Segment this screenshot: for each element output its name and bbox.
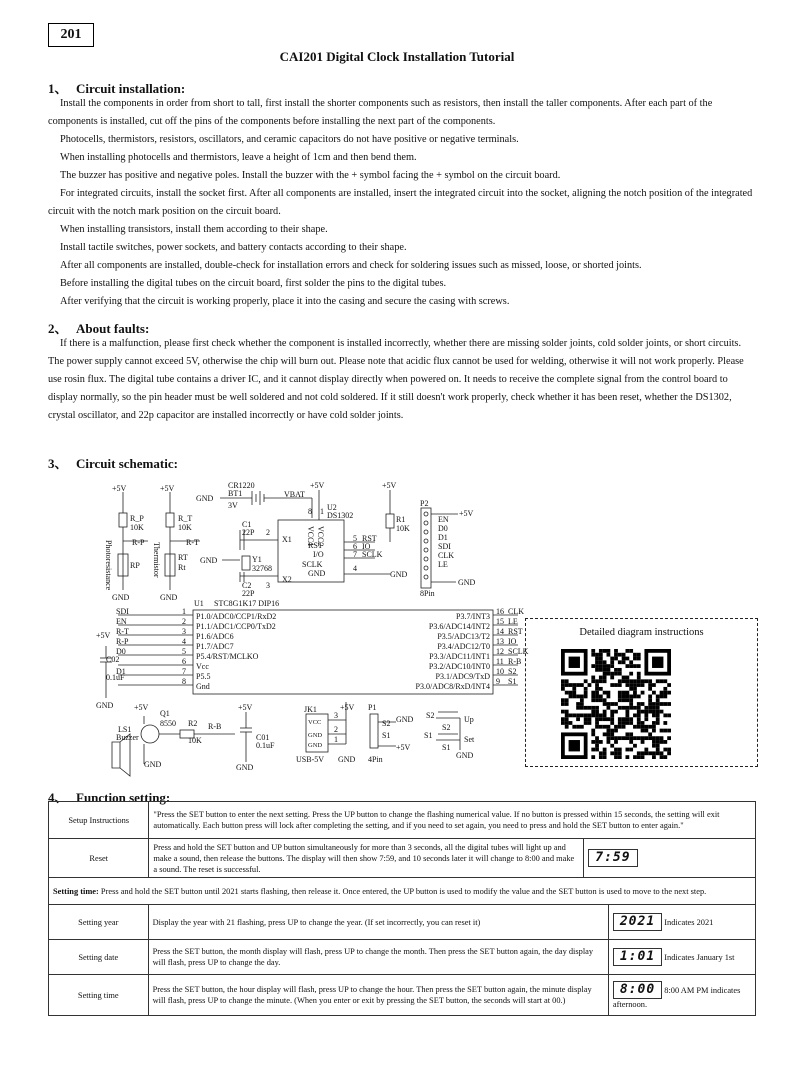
sch-q1: Q1: [160, 709, 170, 718]
u1-left-pin-nums: [182, 607, 186, 686]
sch-jk-gnd-2: GND: [308, 742, 323, 749]
sch-vcc2: VCC2: [316, 526, 325, 547]
sch-rb: R-B: [208, 722, 222, 731]
section-1-number: 1、: [48, 81, 68, 96]
sch-sclk: SCLK: [302, 560, 323, 569]
sch-c1-val: 22P: [242, 528, 255, 537]
table-row: [49, 940, 756, 975]
u1-right-num: 16: [496, 607, 504, 616]
section-3-heading: [48, 453, 178, 472]
sch-photo: Photoresistance: [104, 540, 113, 591]
sch-p2-d0: D0: [438, 524, 448, 533]
s1-para-1: Install the components in order from short to tall, first install the shorter components such as resistors, then install the taller components. After each part of the components is installed, cut off the pins of the components before installing the next part of the components.: [48, 98, 713, 127]
table-row: [49, 802, 756, 839]
sch-p2-d1: D1: [438, 533, 448, 542]
s1-para-5: For integrated circuits, install the socket first. After all components are installed, insert the integrated circuit into the socket, aligning the notch position of the integrated circuit with the notch mark position on the circuit board.: [48, 188, 753, 217]
sch-y1-val: 32768: [252, 564, 272, 573]
sch-c02-val: 0.1uF: [106, 673, 125, 682]
date-display: 1:01: [613, 948, 662, 966]
u1-right-num: 9: [496, 677, 500, 686]
sch-gnd-p1: GND: [396, 715, 414, 724]
u1-pin-num: 3: [182, 627, 186, 636]
s2-para: If there is a malfunction, please first check whether the component is installed incorrectly, whether there are missing solder joints, cold solder joints, or short circuits. The power supply cannot exceed 5V, otherwise the chip will burn out. Please note that acidic flux cannot be used for welding, otherwise it will not work properly. Please use rosin flux. The digital tube contains a driver IC, and it cannot display directly when powered on. It needs to receive the complete signal from the control board to display normally, so the pin header must be well soldered and not cold soldered. If it still doesn't work properly, check whether it has been reset, whether the DS1302, crystal oscillator, and 22p capacitor are installed incorrectly or have cold solder joints.: [48, 338, 744, 421]
sch-gnd-r: GND: [390, 570, 408, 579]
sch-c01-val: 0.1uF: [256, 741, 275, 750]
sch-y1: Y1: [252, 555, 262, 564]
qr-code[interactable]: [561, 649, 671, 759]
u1-left-pin: P1.6/ADC6: [196, 632, 234, 641]
u1-right-pin: P3.3/ADC11/INT1: [429, 652, 490, 661]
s1-para-4: The buzzer has positive and negative poles. Install the buzzer with the + symbol facing the + symbol on the circuit board.: [60, 170, 561, 181]
sch-sw-s2: S2: [426, 711, 435, 720]
sch-p2-le: LE: [438, 560, 448, 569]
sch-r1-val: 10K: [396, 524, 410, 533]
sch-pin3: 3: [266, 581, 270, 590]
sch-rt: R_T: [178, 514, 193, 523]
u1-pin-num: 2: [182, 617, 186, 626]
sch-5v-c01: +5V: [238, 703, 253, 712]
u1-right-net: SCLK: [508, 647, 529, 656]
sch-p2-sdi: SDI: [438, 542, 451, 551]
year-text: Display the year with 21 flashing, press UP to change the year. (If set incorrectly, you can reset it): [148, 905, 608, 940]
sch-p1-s1: S1: [382, 731, 391, 740]
u1-right-pins: [416, 612, 491, 691]
s1-para-10: After verifying that the circuit is working properly, place it into the casing and secure the casing with screws.: [60, 296, 510, 307]
sch-pin5: 5: [353, 534, 357, 543]
sch-gnd-u2: GND: [308, 569, 326, 578]
u1-left-net: EN: [116, 617, 127, 626]
s1-para-9: Before installing the digital tubes on the circuit board, first solder the pins to the digital tubes.: [60, 278, 447, 289]
time-text: Press the SET button, the hour display will flash, press UP to change the hour. Then press the SET button again, the minute display will flash, press UP to change the minute. (When you enter or exit by pressing the SET button, the seconds will start at 00.): [148, 975, 608, 1016]
sch-gnd-p2: GND: [458, 578, 476, 587]
u1-left-pin: P5.4/RST/MCLKO: [196, 652, 259, 661]
u1-right-net: RST: [508, 627, 523, 636]
sch-rt-part: RT: [178, 553, 188, 562]
s1-para-8: After all components are installed, double-check for installation errors and check for soldering issues such as missed, loose, or shorted joints.: [60, 260, 642, 271]
section-3-title: Circuit schematic:: [76, 456, 178, 471]
u1-right-pin: P3.2/ADC10/INT0: [428, 662, 490, 671]
setting-table: [48, 877, 756, 1016]
reset-text: Press and hold the SET button and UP button simultaneously for more than 3 seconds, all the digital tubes will light up and make a sound, then release the buttons. The display will then show 7:59, and 10 seconds later it will change to 8:00 and make a sound. The reset is successful.: [149, 839, 584, 878]
sch-rt-net: R-T: [186, 538, 199, 547]
setting-time-text: Press and hold the SET button until 2021 starts flashing, then release it. Once entered, the UP button is used to modify the value and the SET button is used to move to the next step.: [98, 886, 707, 896]
sch-5v-rp: +5V: [112, 484, 127, 493]
u1-left-pin: P1.1/ADC1/CCP0/TxD2: [196, 622, 276, 631]
sch-p1: P1: [368, 703, 377, 712]
section-4-title: Function setting:: [76, 790, 171, 805]
sch-sw-up: Up: [464, 715, 474, 724]
sch-c2: C2: [242, 581, 252, 590]
sch-bt-v: 3V: [228, 501, 238, 510]
sch-gnd-bt: GND: [196, 494, 214, 503]
date-label: Setting date: [49, 940, 149, 975]
sch-u1-part: STC8G1K17 DIP16: [214, 599, 280, 608]
sch-5v-jk: +5V: [340, 703, 355, 712]
section-4-number: 4、: [48, 790, 68, 805]
sch-net-sclk: SCLK: [362, 550, 383, 559]
u1-right-pin: P3.4/ADC12/T0: [437, 642, 490, 651]
sch-5v-rt: +5V: [160, 484, 175, 493]
u1-right-num: 12: [496, 647, 504, 656]
sch-r2-val: 10K: [188, 736, 202, 745]
u1-right-num: 11: [496, 657, 504, 666]
time-note: 8:00 AM PM indicates afternoon.: [612, 985, 741, 1009]
u1-right-net: S2: [508, 667, 517, 676]
reset-label: Reset: [49, 839, 149, 878]
section-3-number: 3、: [48, 456, 68, 471]
sch-p2-clk: CLK: [438, 551, 454, 560]
sch-jk-vcc: VCC: [308, 719, 322, 726]
u1-right-pin: P3.1/ADC9/TxD: [435, 672, 490, 681]
sch-rt-part2: Rt: [178, 563, 186, 572]
sch-vcc1: VCC1: [306, 526, 315, 547]
year-display: 2021: [613, 913, 662, 931]
sch-pin4: 4: [353, 564, 357, 573]
u1-pin-num: 5: [182, 647, 186, 656]
u1-left-net: D0: [116, 647, 126, 656]
table-row: [49, 839, 756, 878]
sch-gnd-jk: GND: [338, 755, 356, 764]
sch-jk-pin2: 2: [334, 725, 338, 734]
u1-left-net: D1: [116, 667, 126, 676]
sch-net-rst: RST: [362, 534, 377, 543]
s1-para-2: Photocells, thermistors, resistors, oscillators, and ceramic capacitors do not have positive or negative terminals.: [60, 134, 519, 145]
year-note: Indicates 2021: [664, 918, 714, 927]
sch-pin6: 6: [353, 542, 357, 551]
section-2-title: About faults:: [76, 321, 150, 336]
sch-5v-u2: +5V: [310, 481, 325, 490]
table-row: [49, 975, 756, 1016]
sch-c2-val: 22P: [242, 589, 255, 598]
u1-right-num: 10: [496, 667, 504, 676]
sch-gnd-buzz: GND: [144, 760, 162, 769]
sch-gnd-sw: GND: [456, 751, 474, 760]
setup-label: Setup Instructions: [49, 802, 149, 839]
sch-rp-part: RP: [130, 561, 140, 570]
qr-panel: [525, 618, 758, 767]
u1-right-num: 13: [496, 637, 504, 646]
u1-left-pin: P1.7/ADC7: [196, 642, 234, 651]
sch-jk-label: USB-5V: [296, 755, 325, 764]
sch-5v-p2: +5V: [459, 509, 474, 518]
sch-gnd-c01: GND: [236, 763, 254, 772]
sch-pin1: 1: [320, 507, 324, 516]
sch-c02: C02: [106, 655, 120, 664]
sch-gnd-rt: GND: [160, 593, 178, 602]
u1-left-pin: Gnd: [196, 682, 210, 691]
u1-left-net: SDI: [116, 607, 129, 616]
sch-x1: X1: [282, 535, 292, 544]
page-title: CAI201 Digital Clock Installation Tutorial: [279, 49, 515, 64]
sch-pin8: 8: [308, 507, 312, 516]
sch-p1-s2: S2: [382, 719, 391, 728]
u1-left-net: R-T: [116, 627, 129, 636]
sch-cr: CR1220: [228, 481, 255, 490]
sch-5v-r1: +5V: [382, 481, 397, 490]
u1-pin-num: 7: [182, 667, 186, 676]
sch-jk-pin1: 1: [334, 735, 338, 744]
sch-buzzer: Buzzer: [116, 733, 139, 742]
sch-p2: P2: [420, 499, 429, 508]
sch-p1-label: 4Pin: [368, 755, 383, 764]
sch-rp-val: 10K: [130, 523, 144, 532]
u1-right-net: CLK: [508, 607, 524, 616]
sch-rp: R_P: [130, 514, 144, 523]
setup-text: "Press the SET button to enter the next setting. Press the UP button to change the flashing numerical value. If no button is pressed within 15 seconds, the setting will exit automatically. Each button press will lock after completing the setting, and if you need to set again, you need to press and hold the SET button to enter again.": [149, 802, 756, 839]
u1-pin-num: 4: [182, 637, 186, 646]
sch-pin7: 7: [353, 550, 357, 559]
sch-sw-set: Set: [464, 735, 475, 744]
sch-5v-p1: +5V: [396, 743, 411, 752]
u1-left-nets: [116, 607, 129, 676]
sch-gnd-xtal: GND: [200, 556, 218, 565]
u1-right-net: S1: [508, 677, 517, 686]
sch-bt: BT1: [228, 489, 243, 498]
sch-io: I/O: [313, 550, 324, 559]
u1-left-pin: P5.5: [196, 672, 211, 681]
sch-p2-label: 8Pin: [420, 589, 435, 598]
sch-5v-c02: +5V: [96, 631, 111, 640]
s1-para-6: When installing transistors, install them according to their shape.: [60, 224, 328, 235]
u1-left-pins: [196, 612, 276, 691]
sch-net-io: IO: [362, 542, 371, 551]
setting-time-lead: Setting time:: [53, 886, 99, 896]
circuit-schematic: [90, 478, 530, 778]
sch-sw-s1b: S1: [442, 743, 451, 752]
section-1-title: Circuit installation:: [76, 81, 186, 96]
sch-rt-val: 10K: [178, 523, 192, 532]
page-number: 201: [48, 23, 94, 47]
sch-u1: U1: [194, 599, 204, 608]
sch-5v-q1: +5V: [134, 703, 149, 712]
u1-right-num: 15: [496, 617, 504, 626]
sch-vbat: VBAT: [284, 490, 305, 499]
sch-sw-s2b: S2: [442, 723, 451, 732]
u1-right-net: R-B: [508, 657, 522, 666]
setting-time-intro: [49, 878, 756, 905]
sch-q1-part: 8550: [160, 719, 176, 728]
u1-right-num: 14: [496, 627, 504, 636]
sch-rst: RST: [308, 541, 323, 550]
s1-para-7: Install tactile switches, power sockets, and battery contacts according to their shape.: [60, 242, 407, 253]
sch-pin2: 2: [266, 528, 270, 537]
sch-jk-gnd-1: GND: [308, 732, 323, 739]
u1-pin-num: 8: [182, 677, 186, 686]
table-row: [49, 905, 756, 940]
time-display: 8:00: [613, 981, 662, 999]
sch-gnd-c02: GND: [96, 701, 114, 710]
section-2-number: 2、: [48, 321, 68, 336]
date-note: Indicates January 1st: [664, 953, 735, 962]
sch-thermistor: Thermistor: [152, 542, 161, 578]
u1-right-pin: P3.5/ADC13/T2: [437, 632, 490, 641]
sch-u2: U2: [327, 503, 337, 512]
u1-right-net: LE: [508, 617, 518, 626]
u1-right-pin: P3.7/INT3: [456, 612, 490, 621]
time-label: Setting time: [49, 975, 149, 1016]
sch-x2: X2: [282, 575, 292, 584]
sch-p2-en: EN: [438, 515, 449, 524]
table-row: [49, 878, 756, 905]
date-text: Press the SET button, the month display will flash, press UP to change the month. Then press the SET button again, the day display will flash, press UP to change the day.: [148, 940, 608, 975]
u1-left-pin: Vcc: [196, 662, 209, 671]
sch-rp-net: R-P: [132, 538, 145, 547]
sch-sw-s1: S1: [424, 731, 433, 740]
sch-r2: R2: [188, 719, 198, 728]
u1-pin-num: 6: [182, 657, 186, 666]
sch-c01: C01: [256, 733, 270, 742]
qr-caption: Detailed diagram instructions: [579, 627, 704, 638]
sch-r1: R1: [396, 515, 406, 524]
sch-jk1: JK1: [304, 705, 317, 714]
sch-u2-part: DS1302: [327, 511, 354, 520]
u1-left-pin: P1.0/ADC0/CCP1/RxD2: [196, 612, 277, 621]
u1-pin-num: 1: [182, 607, 186, 616]
sch-ls1: LS1: [118, 725, 132, 734]
sch-c1: C1: [242, 520, 252, 529]
s1-para-3: When installing photocells and thermistors, leave a height of 1cm and then bend them.: [60, 152, 417, 163]
sch-jk-pin3: 3: [334, 711, 338, 720]
u1-right-pin: P3.6/ADC14/INT2: [428, 622, 490, 631]
sch-gnd-rp: GND: [112, 593, 130, 602]
u1-right-net: IO: [508, 637, 517, 646]
reset-display: 7:59: [588, 849, 637, 867]
u1-right-nums: [496, 607, 504, 686]
setup-table: [48, 801, 756, 878]
u1-right-pin: P3.0/ADC8/RxD/INT4: [415, 682, 490, 691]
year-label: Setting year: [49, 905, 149, 940]
u1-left-net: R-P: [116, 637, 129, 646]
